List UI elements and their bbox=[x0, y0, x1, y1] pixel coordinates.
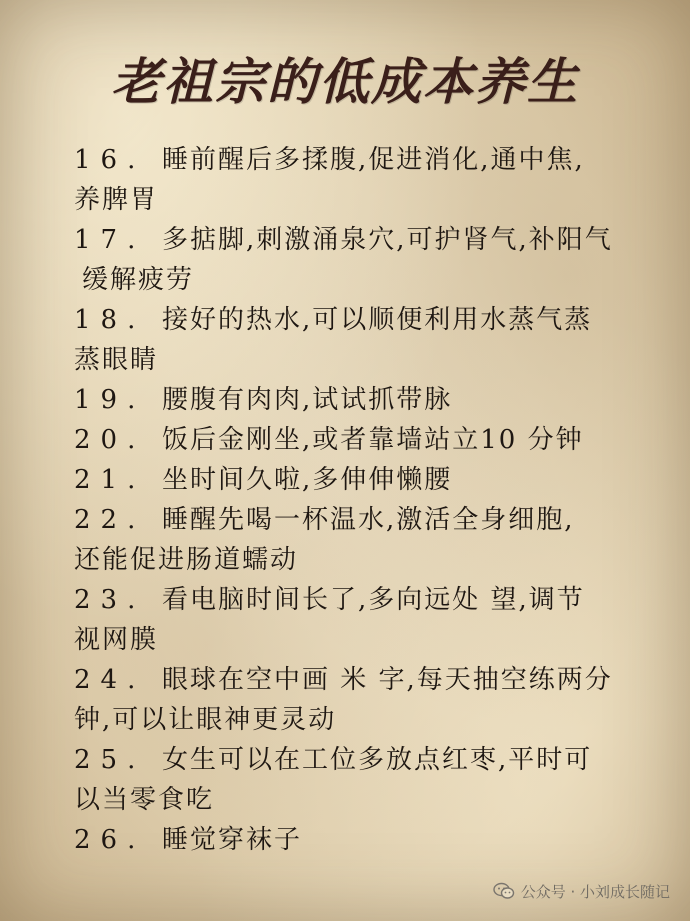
list-item-25 bbox=[74, 740, 674, 780]
list-item-24-cont bbox=[74, 700, 674, 740]
item-text: 睡前醒后多揉腹,促进消化,通中焦, bbox=[162, 145, 585, 175]
item-text: 睡醒先喝一杯温水,激活全身细胞, bbox=[162, 505, 575, 535]
item-number: 25. bbox=[74, 745, 146, 775]
item-text: 腰腹有肉肉,试试抓带脉 bbox=[162, 385, 453, 415]
item-number: 16. bbox=[74, 145, 146, 175]
watermark-text: 公众号 · 小刘成长随记 bbox=[520, 882, 670, 901]
item-text: 缓解疲劳 bbox=[82, 265, 195, 295]
item-text: 以当零食吃 bbox=[74, 785, 215, 815]
wechat-icon bbox=[493, 882, 515, 900]
item-number: 24. bbox=[74, 665, 146, 695]
item-number: 21. bbox=[74, 465, 146, 495]
item-text: 接好的热水,可以顺便利用水蒸气蒸 bbox=[162, 305, 593, 335]
item-number: 23. bbox=[74, 585, 146, 615]
item-number: 17. bbox=[74, 225, 146, 255]
list-item-18 bbox=[74, 300, 674, 340]
list-item-25-cont bbox=[74, 780, 674, 820]
item-text: 睡觉穿袜子 bbox=[162, 825, 303, 855]
item-text: 养脾胃 bbox=[74, 185, 159, 215]
item-text: 视网膜 bbox=[74, 625, 159, 655]
list-item-23-cont bbox=[74, 620, 674, 660]
list-item-21 bbox=[74, 460, 674, 500]
item-text: 女生可以在工位多放点红枣,平时可 bbox=[162, 745, 593, 775]
list-item-20 bbox=[74, 420, 674, 460]
item-text: 看电脑时间长了,多向远处 望,调节 bbox=[162, 585, 585, 615]
item-number: 20. bbox=[74, 425, 146, 455]
list-item-24 bbox=[74, 660, 674, 700]
list-item-16-cont bbox=[74, 180, 674, 220]
item-number: 18. bbox=[74, 305, 146, 335]
item-number: 22. bbox=[74, 505, 146, 535]
watermark bbox=[493, 879, 670, 903]
list-item-16 bbox=[74, 140, 674, 180]
item-text: 蒸眼睛 bbox=[74, 345, 159, 375]
list-item-17 bbox=[74, 220, 674, 260]
list-item-23 bbox=[74, 580, 674, 620]
item-text: 钟,可以让眼神更灵动 bbox=[74, 705, 337, 735]
tips-list bbox=[74, 140, 674, 860]
item-number: 26. bbox=[74, 825, 146, 855]
list-item-18-cont bbox=[74, 340, 674, 380]
item-text: 坐时间久啦,多伸伸懒腰 bbox=[162, 465, 453, 495]
list-item-22-cont bbox=[74, 540, 674, 580]
list-item-26 bbox=[74, 820, 674, 860]
item-text: 多掂脚,刺激涌泉穴,可护肾气,补阳气 bbox=[162, 225, 613, 255]
list-item-22 bbox=[74, 500, 674, 540]
item-number: 19. bbox=[74, 385, 146, 415]
list-item-19 bbox=[74, 380, 674, 420]
item-text: 眼球在空中画 米 字,每天抽空练两分 bbox=[162, 665, 613, 695]
item-text: 还能促进肠道蠕动 bbox=[74, 545, 299, 575]
page-title: 老祖宗的低成本养生 bbox=[111, 52, 579, 111]
list-item-17-cont bbox=[74, 260, 674, 300]
item-text: 饭后金刚坐,或者靠墙站立10 分钟 bbox=[162, 425, 584, 455]
